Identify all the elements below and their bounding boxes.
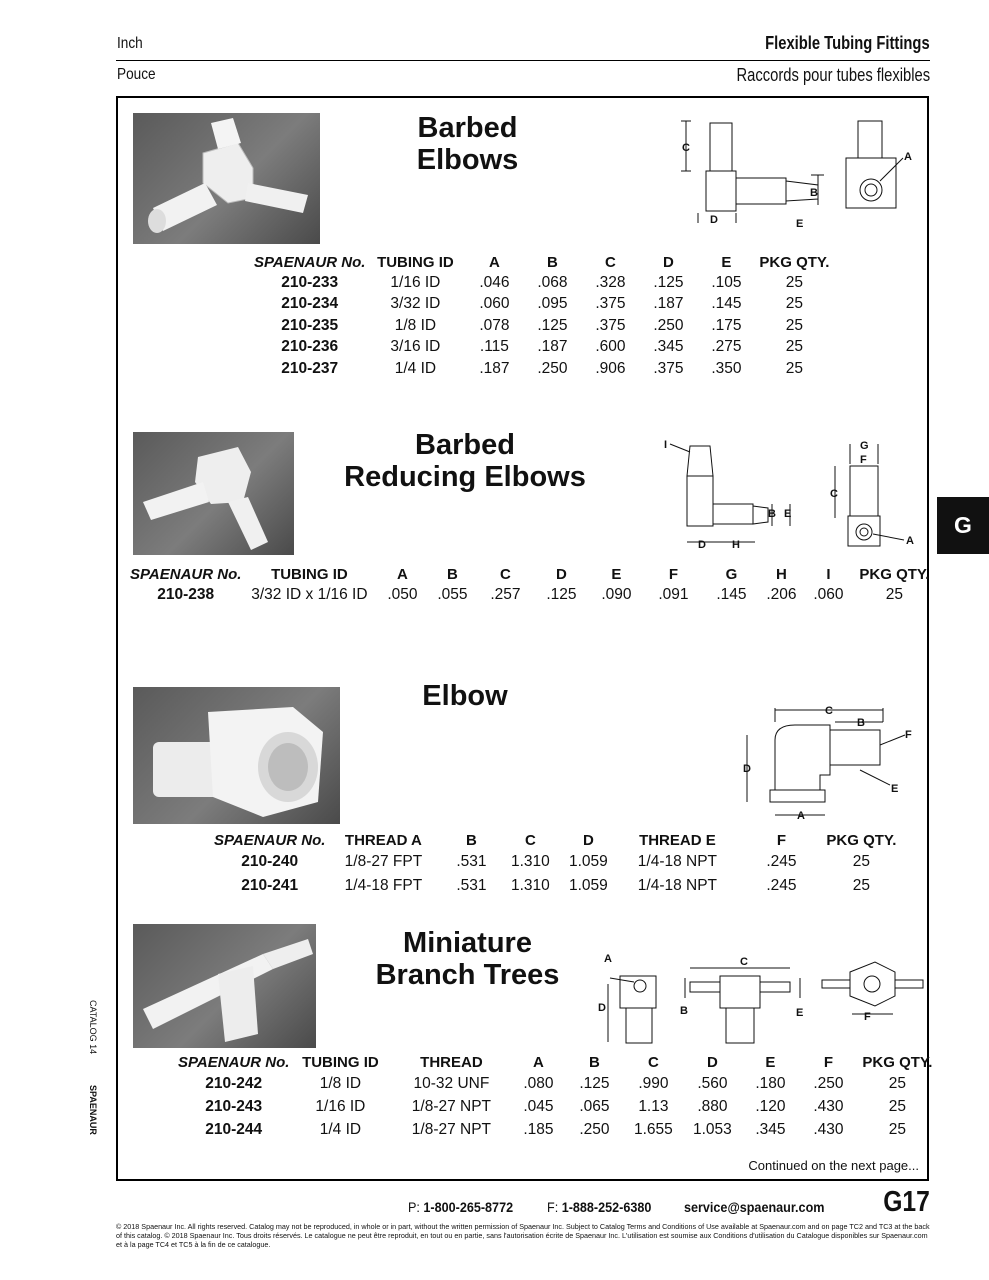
table-cell: .328 <box>595 273 626 291</box>
table-cell: .257 <box>490 585 521 603</box>
table-cell: .125 <box>579 1074 610 1092</box>
table-cell: .187 <box>537 338 568 356</box>
table-cell: .078 <box>479 316 510 334</box>
table-header-row <box>130 564 935 584</box>
table-cell: 1/16 ID <box>315 1097 366 1115</box>
part-number: 210-236 <box>281 338 339 356</box>
part-number: 210-234 <box>281 295 339 313</box>
col-header: D <box>662 253 674 271</box>
col-header: C <box>499 565 511 583</box>
table-cell: 1/4 ID <box>394 359 437 377</box>
elbow-dimension-diagram <box>735 700 925 826</box>
barbed-elbow-dimension-diagram <box>668 113 924 233</box>
col-header: I <box>826 565 831 583</box>
footer-phone <box>408 1199 513 1215</box>
col-header: D <box>706 1053 718 1071</box>
table-cell: .375 <box>595 316 626 334</box>
table-row <box>130 584 935 606</box>
dim-label: A <box>906 535 914 547</box>
section-title-reducing-elbows <box>330 429 600 493</box>
table-cell: .250 <box>579 1120 610 1138</box>
col-header: PKG QTY. <box>826 831 897 849</box>
legal-notice: © 2018 Spaenaur Inc. All rights reserved. Catalog may not be reproduced, in whole or in part, without the written permission of Spaenaur Inc. Subject to Catalog Terms and Conditions of Use available at Spaenaur.com and on page TC2 and TC3 at the back of this catalog. © 2018 Spaenaur Inc. Tous droits réservés. Le catalogue ne peut être reproduit, en tout ou en partie, sans l'autorisation écrite de Spaenaur Inc. L'utilisation est soumise aux Conditions d'utilisation du Catalogue disponibles sur Spaenaur.com et à la page TC4 et TC5 à la fin de ce catalogue. <box>116 1222 930 1249</box>
col-header: TUBING ID <box>377 253 454 271</box>
table-cell: 10-32 UNF <box>413 1074 490 1092</box>
dim-label: D <box>743 763 751 775</box>
col-header: G <box>725 565 738 583</box>
continued-note[interactable]: Continued on the next page... <box>748 1158 919 1173</box>
table-row <box>254 294 833 316</box>
table-row <box>214 850 897 874</box>
barbed-elbow-image <box>133 113 320 244</box>
table-cell: 1/16 ID <box>390 273 441 291</box>
table-cell: .080 <box>523 1074 554 1092</box>
table-cell: .090 <box>601 585 632 603</box>
table-row <box>214 874 897 898</box>
table-cell: .065 <box>579 1097 610 1115</box>
table-cell: .060 <box>813 585 844 603</box>
dim-label: A <box>904 151 912 163</box>
table-header-row <box>178 1052 937 1072</box>
barbed-elbow-photo <box>133 113 320 244</box>
dim-label: F <box>905 729 912 741</box>
branch-tree-image <box>133 924 316 1048</box>
table-cell: .531 <box>456 877 487 894</box>
table-cell: .906 <box>595 359 626 377</box>
table-cell: 1.059 <box>569 853 608 870</box>
table-cell: .430 <box>813 1097 844 1115</box>
table-cell: .145 <box>716 585 747 603</box>
title-line: Miniature <box>403 927 532 959</box>
table-cell: 1/8-27 FPT <box>344 853 423 870</box>
table-cell: 1.053 <box>693 1120 732 1138</box>
col-header: THREAD E <box>639 831 716 849</box>
table-cell: .125 <box>546 585 577 603</box>
col-header: SPAENAUR No. <box>254 253 366 271</box>
brand-label: SPAENAUR <box>88 1085 98 1135</box>
header-inch: Inch <box>117 35 143 52</box>
elbow-table <box>214 830 897 898</box>
table-cell: 3/32 ID <box>390 295 441 313</box>
footer-fax <box>547 1199 651 1215</box>
col-header: A <box>532 1053 544 1071</box>
table-cell: .250 <box>653 316 684 334</box>
col-header: E <box>721 253 732 271</box>
col-header: C <box>604 253 616 271</box>
table-cell: 25 <box>852 877 871 894</box>
dim-label: D <box>710 214 718 226</box>
dim-label: H <box>732 539 740 551</box>
dim-label: B <box>857 717 865 729</box>
col-header: B <box>546 253 558 271</box>
part-number: 210-243 <box>205 1097 263 1115</box>
col-header: SPAENAUR No. <box>214 831 326 849</box>
section-title-elbow <box>400 680 530 712</box>
col-header: TUBING ID <box>302 1053 379 1071</box>
part-number: 210-233 <box>281 273 339 291</box>
table-cell: .250 <box>813 1074 844 1092</box>
table-cell: 25 <box>852 853 871 870</box>
part-number: 210-237 <box>281 359 339 377</box>
table-cell: .250 <box>537 359 568 377</box>
dim-label: C <box>740 956 748 968</box>
col-header: B <box>588 1053 600 1071</box>
reducing-elbow-image <box>133 432 294 555</box>
section-title-barbed-elbows <box>380 112 555 176</box>
table-cell: .180 <box>755 1074 786 1092</box>
table-cell: .105 <box>711 273 742 291</box>
fax-number: 1-888-252-6380 <box>561 1199 652 1215</box>
reducing-elbow-dimension-diagram <box>660 436 924 556</box>
table-cell: .145 <box>711 295 742 313</box>
part-number: 210-241 <box>241 877 299 894</box>
col-header: A <box>488 253 500 271</box>
title-line: Barbed <box>417 112 518 144</box>
page-number: G17 <box>883 1186 930 1218</box>
table-cell: 25 <box>888 1120 907 1138</box>
table-cell: .175 <box>711 316 742 334</box>
table-cell: .531 <box>456 853 487 870</box>
col-header: B <box>446 565 458 583</box>
dim-label: E <box>796 1007 804 1019</box>
table-cell: 25 <box>785 338 804 356</box>
table-cell: 3/32 ID x 1/16 ID <box>251 585 368 603</box>
col-header: F <box>668 565 678 583</box>
table-cell: .115 <box>479 338 509 356</box>
header-title-fr: Raccords pour tubes flexibles <box>736 65 930 85</box>
table-cell: .055 <box>437 585 468 603</box>
col-header: C <box>647 1053 659 1071</box>
table-cell: .091 <box>658 585 689 603</box>
dim-label: G <box>860 440 869 452</box>
reducing-elbow-photo <box>133 432 294 555</box>
col-header: A <box>396 565 408 583</box>
title-line: Elbows <box>416 144 519 176</box>
dim-label: A <box>604 953 612 965</box>
catalog-label: CATALOG 14 <box>88 1000 98 1055</box>
col-header: D <box>555 565 567 583</box>
col-header: PKG QTY. <box>859 565 930 583</box>
col-header: E <box>611 565 622 583</box>
dim-label: E <box>784 508 792 520</box>
col-header: TUBING ID <box>271 565 348 583</box>
table-cell: 1.655 <box>634 1120 673 1138</box>
table-cell: 1/8-27 NPT <box>411 1120 492 1138</box>
footer-email[interactable]: service@spaenaur.com <box>684 1199 825 1215</box>
part-number: 210-242 <box>205 1074 263 1092</box>
table-cell: .206 <box>766 585 797 603</box>
table-header-row <box>214 830 897 850</box>
table-row <box>254 358 833 380</box>
dim-label: D <box>598 1002 606 1014</box>
table-cell: .185 <box>523 1120 554 1138</box>
table-cell: 25 <box>888 1074 907 1092</box>
table-cell: .046 <box>479 273 510 291</box>
table-cell: .345 <box>653 338 684 356</box>
dim-label: I <box>664 439 668 451</box>
title-line: Elbow <box>422 680 508 712</box>
table-cell: .187 <box>653 295 684 313</box>
dim-label: E <box>796 218 804 230</box>
table-cell: 1/4 ID <box>319 1120 362 1138</box>
table-cell: 25 <box>888 1097 907 1115</box>
table-row <box>178 1072 937 1095</box>
table-cell: .045 <box>523 1097 554 1115</box>
header-title-en: Flexible Tubing Fittings <box>765 33 930 53</box>
dim-label: C <box>682 142 690 154</box>
table-cell: .990 <box>638 1074 669 1092</box>
table-row <box>254 272 833 294</box>
table-cell: 1.310 <box>511 877 550 894</box>
part-number: 210-244 <box>205 1120 263 1138</box>
elbow-photo <box>133 687 340 824</box>
table-cell: .430 <box>813 1120 844 1138</box>
table-cell: .880 <box>697 1097 728 1115</box>
dim-label: D <box>698 539 706 551</box>
table-cell: 1.310 <box>511 853 550 870</box>
phone-number[interactable]: 1-800-265-8772 <box>423 1199 514 1215</box>
table-cell: 25 <box>785 273 804 291</box>
table-cell: .187 <box>479 359 510 377</box>
dim-label: B <box>680 1005 688 1017</box>
table-cell: .060 <box>479 295 510 313</box>
table-cell: 1/4-18 NPT <box>637 853 718 870</box>
col-header: H <box>775 565 787 583</box>
dim-label: F <box>864 1011 871 1023</box>
dim-label: A <box>797 810 805 822</box>
dim-label: B <box>768 508 776 520</box>
header-pouce: Pouce <box>117 66 156 83</box>
col-header: THREAD A <box>344 831 422 849</box>
fax-label: F: <box>547 1199 559 1215</box>
dim-label: B <box>810 187 818 199</box>
branch-trees-table <box>178 1052 937 1141</box>
col-header: D <box>582 831 594 849</box>
col-header: C <box>524 831 536 849</box>
table-cell: .600 <box>595 338 626 356</box>
reducing-elbows-table <box>130 564 935 606</box>
title-line: Branch Trees <box>375 959 560 991</box>
table-cell: .245 <box>766 877 797 894</box>
table-cell: 25 <box>785 359 804 377</box>
section-tab-g[interactable]: G <box>937 497 989 554</box>
dim-label: E <box>891 783 899 795</box>
col-header: F <box>823 1053 833 1071</box>
table-row <box>254 337 833 359</box>
dim-label: C <box>830 488 838 500</box>
table-cell: .120 <box>755 1097 786 1115</box>
col-header: PKG QTY. <box>862 1053 933 1071</box>
table-cell: .125 <box>537 316 568 334</box>
table-header-row <box>254 252 833 272</box>
part-number: 210-238 <box>157 585 215 603</box>
table-row <box>178 1118 937 1141</box>
table-row <box>178 1095 937 1118</box>
table-cell: .375 <box>653 359 684 377</box>
table-cell: .095 <box>537 295 568 313</box>
table-cell: 1/8 ID <box>394 316 437 334</box>
col-header: E <box>765 1053 776 1071</box>
table-cell: 25 <box>885 585 904 603</box>
elbow-image <box>133 687 340 824</box>
table-row <box>254 315 833 337</box>
col-header: B <box>465 831 477 849</box>
title-line: Reducing Elbows <box>344 461 586 493</box>
col-header: F <box>776 831 786 849</box>
table-cell: .245 <box>766 853 797 870</box>
dim-label: F <box>860 454 867 466</box>
table-cell: .050 <box>387 585 418 603</box>
table-cell: 1/8 ID <box>319 1074 362 1092</box>
table-cell: .275 <box>711 338 742 356</box>
table-cell: 1.059 <box>569 877 608 894</box>
table-cell: 1/4-18 NPT <box>637 877 718 894</box>
table-cell: 1/8-27 NPT <box>411 1097 492 1115</box>
col-header: THREAD <box>420 1053 483 1071</box>
phone-label: P: <box>408 1199 420 1215</box>
table-cell: .125 <box>653 273 684 291</box>
table-cell: 1.13 <box>638 1097 669 1115</box>
branch-tree-photo <box>133 924 316 1048</box>
section-title-branch-trees <box>360 927 575 991</box>
barbed-elbows-table <box>254 252 833 380</box>
dim-label: C <box>825 705 833 717</box>
branch-tree-dimension-diagram <box>590 948 926 1048</box>
table-cell: .350 <box>711 359 742 377</box>
table-cell: 3/16 ID <box>390 338 441 356</box>
table-cell: .068 <box>537 273 568 291</box>
table-cell: .375 <box>595 295 626 313</box>
table-cell: 25 <box>785 295 804 313</box>
table-cell: .345 <box>755 1120 786 1138</box>
table-cell: 25 <box>785 316 804 334</box>
table-cell: .560 <box>697 1074 728 1092</box>
col-header: SPAENAUR No. <box>130 565 242 583</box>
col-header: PKG QTY. <box>759 253 830 271</box>
header-rule <box>116 60 930 61</box>
col-header: SPAENAUR No. <box>178 1053 290 1071</box>
part-number: 210-235 <box>281 316 339 334</box>
table-cell: 1/4-18 FPT <box>344 877 423 894</box>
part-number: 210-240 <box>241 853 299 870</box>
title-line: Barbed <box>415 429 515 461</box>
